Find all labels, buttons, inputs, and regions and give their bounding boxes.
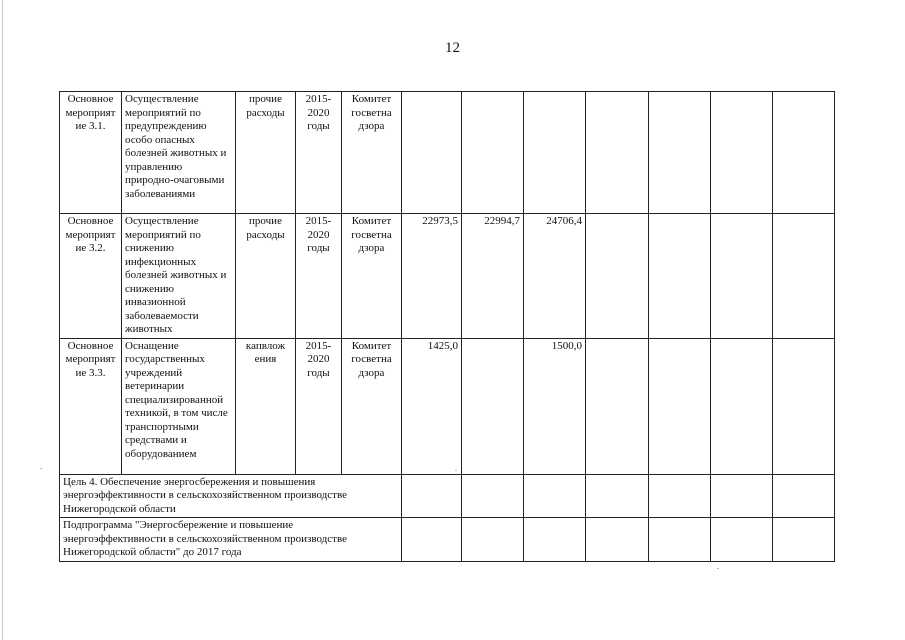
table-row	[60, 214, 835, 339]
scan-speck	[40, 468, 42, 469]
period: 2015-2020 годы	[296, 92, 342, 214]
empty-cell	[462, 474, 524, 518]
value-cell	[711, 338, 773, 474]
value-cell	[402, 92, 462, 214]
empty-cell	[711, 474, 773, 518]
value-cell	[773, 92, 835, 214]
value-cell	[649, 92, 711, 214]
measure-category: Основное мероприят ие 3.3.	[60, 338, 122, 474]
executor: Комитет госветна дзора	[342, 214, 402, 339]
goal-row	[60, 474, 835, 518]
empty-cell	[524, 474, 586, 518]
value-cell: 22973,5	[402, 214, 462, 339]
value-cell	[524, 92, 586, 214]
table-row	[60, 338, 835, 474]
value-cell	[649, 338, 711, 474]
measure-category: Основное мероприят ие 3.1.	[60, 92, 122, 214]
measure-description: Осуществление мероприятий по снижению инфекционных болезней животных и снижению инвазионной заболеваемости животных	[122, 214, 236, 339]
empty-cell	[586, 474, 649, 518]
scan-speck	[717, 568, 719, 569]
value-cell	[773, 338, 835, 474]
value-cell	[773, 214, 835, 339]
value-cell	[586, 92, 649, 214]
executor: Комитет госветна дзора	[342, 338, 402, 474]
empty-cell	[711, 518, 773, 562]
subprogram-title: Подпрограмма "Энергосбережение и повышение энергоэффективности в сельскохозяйственном производстве Нижегородской области" до 2017 года	[60, 518, 402, 562]
period: 2015-2020 годы	[296, 338, 342, 474]
empty-cell	[402, 518, 462, 562]
value-cell: 1425,0	[402, 338, 462, 474]
value-cell	[586, 214, 649, 339]
empty-cell	[524, 518, 586, 562]
empty-cell	[586, 518, 649, 562]
value-cell	[462, 92, 524, 214]
goal-title: Цель 4. Обеспечение энергосбережения и повышения энергоэффективности в сельскохозяйственном производстве Нижегородской области	[60, 474, 402, 518]
empty-cell	[773, 474, 835, 518]
expense-type: прочие расходы	[236, 214, 296, 339]
empty-cell	[649, 518, 711, 562]
empty-cell	[462, 518, 524, 562]
subprogram-row	[60, 518, 835, 562]
empty-cell	[402, 474, 462, 518]
value-cell: 24706,4	[524, 214, 586, 339]
value-cell	[711, 214, 773, 339]
empty-cell	[773, 518, 835, 562]
measures-table	[59, 91, 835, 562]
scan-edge	[2, 0, 3, 640]
scan-speck	[455, 470, 457, 471]
table-row	[60, 92, 835, 214]
page-number: 12	[445, 40, 460, 56]
value-cell	[649, 214, 711, 339]
expense-type: капвлож ения	[236, 338, 296, 474]
executor: Комитет госветна дзора	[342, 92, 402, 214]
period: 2015-2020 годы	[296, 214, 342, 339]
empty-cell	[649, 474, 711, 518]
value-cell: 1500,0	[524, 338, 586, 474]
measure-description: Оснащение государственных учреждений ветеринарии специализированной техникой, в том числе транспортными средствами и оборудованием	[122, 338, 236, 474]
value-cell	[711, 92, 773, 214]
value-cell	[586, 338, 649, 474]
expense-type: прочие расходы	[236, 92, 296, 214]
measure-category: Основное мероприят ие 3.2.	[60, 214, 122, 339]
measure-description: Осуществление мероприятий по предупреждению особо опасных болезней животных и управлению природно-очаговыми заболеваниями	[122, 92, 236, 214]
value-cell	[462, 338, 524, 474]
value-cell: 22994,7	[462, 214, 524, 339]
